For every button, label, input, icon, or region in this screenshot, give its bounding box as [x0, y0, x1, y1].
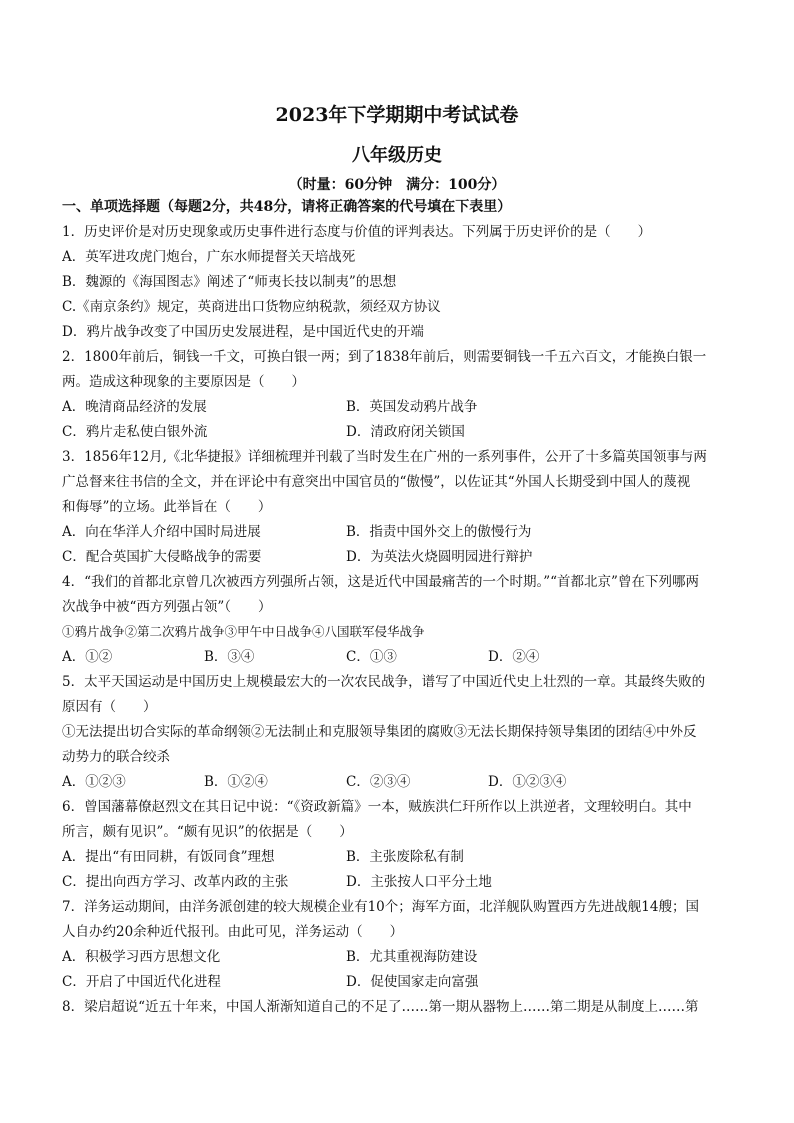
q6-option-d: D．主张按人口平分土地	[346, 874, 492, 890]
q6-stem-line1: 6．曾国藩幕僚赵烈文在其日记中说：“《资政新篇》一本，贼族洪仁玕所作以上洪逆者，文理较明白。其中	[62, 799, 692, 815]
q4-stem-line1: 4．“我们的首都北京曾几次被西方列强所占领，这是近代中国最痛苦的一个时期。”“首都北京”曾在下列哪两	[62, 574, 699, 590]
q6-stem-line2: 所言，颇有见识”。“颇有见识”的依据是（ ）	[62, 824, 353, 840]
q1-option-d: D．鸦片战争改变了中国历史发展进程，是中国近代史的开端	[62, 324, 424, 340]
q7-stem-line1: 7．洋务运动期间，由洋务派创建的较大规模企业有10个；海军方面，北洋舰队购置西方先进战舰14艘；国	[62, 899, 699, 915]
q6-option-a: A．提出“有田同耕，有饭同食”理想	[62, 849, 275, 865]
q2-option-d: D．清政府闭关锁国	[346, 424, 465, 440]
q3-option-b: B．指责中国外交上的傲慢行为	[346, 524, 532, 540]
q3-option-c: C．配合英国扩大侵略战争的需要	[62, 549, 262, 565]
q7-option-b: B．尤其重视海防建设	[346, 949, 478, 965]
q3-options-row2	[62, 547, 734, 567]
q3-option-a: A．向在华洋人介绍中国时局进展	[62, 524, 261, 540]
q7-option-d: D．促使国家走向富强	[346, 974, 479, 990]
q7-options-row1	[62, 947, 734, 967]
q6-options-row1	[62, 847, 734, 867]
section-heading: 一、单项选择题（每题2分，共48分，请将正确答案的代号填在下表里）	[62, 199, 512, 215]
q1-stem: 1．历史评价是对历史现象或历史事件进行态度与价值的评判表达。下列属于历史评价的是（ ）	[62, 224, 652, 240]
q3-options-row1	[62, 522, 734, 542]
q7-options-row2	[62, 972, 734, 992]
q4-items: ①鸦片战争②第二次鸦片战争③甲午中日战争④八国联军侵华战争	[62, 624, 425, 639]
q6-options-row2	[62, 872, 734, 892]
q1-option-a: A．英军进攻虎门炮台，广东水师提督关天培战死	[62, 249, 356, 265]
q2-option-b: B．英国发动鸦片战争	[346, 399, 478, 415]
q8-stem-line1: 8．梁启超说“近五十年来，中国人渐渐知道自己的不足了……第一期从器物上……第二期是从制度上……第	[62, 999, 699, 1015]
q2-options-row2	[62, 422, 734, 442]
q6-option-c: C．提出向西方学习、改革内政的主张	[62, 874, 289, 890]
q5-option-d: D．①②③④	[488, 774, 567, 790]
q1-option-c: C.《南京条约》规定，英商进出口货物应纳税款，须经双方协议	[62, 299, 441, 315]
q2-options-row1	[62, 397, 734, 417]
q5-option-b: B．①②④	[204, 774, 268, 790]
q5-option-c: C．②③④	[346, 774, 411, 790]
q1-option-b: B．魏源的《海国图志》阐述了“师夷长技以制夷”的思想	[62, 274, 397, 290]
q3-stem-line3: 和侮辱”的立场。此举旨在（ ）	[62, 499, 272, 515]
q4-options-row	[62, 647, 734, 667]
q4-option-c: C．①③	[346, 649, 397, 665]
q5-stem-line1: 5．太平天国运动是中国历史上规模最宏大的一次农民战争，谱写了中国近代史上壮烈的一章。其最终失败的	[62, 674, 706, 690]
q7-option-c: C．开启了中国近代化进程	[62, 974, 221, 990]
q3-stem-line2: 广总督来往书信的全文，并在评论中有意突出中国官员的“傲慢”，以佐证其“外国人长期受到中国人的蔑视	[62, 474, 691, 490]
q3-stem-line1: 3．1856年12月,《北华捷报》详细梳理并刊载了当时发生在广州的一系列事件，公开了十多篇英国领事与两	[62, 449, 707, 465]
q3-option-d: D．为英法火烧圆明园进行辩护	[346, 549, 533, 565]
q2-option-c: C．鸦片走私使白银外流	[62, 424, 208, 440]
q4-stem-line2: 次战争中被“西方列强占领”（ ）	[62, 599, 272, 615]
q7-option-a: A．积极学习西方思想文化	[62, 949, 221, 965]
exam-time-info: （时量：60分钟 满分：100分）	[288, 177, 506, 193]
q7-stem-line2: 人自办约20余种近代报刊。由此可见，洋务运动（ ）	[62, 924, 404, 940]
q2-stem-line2: 两。造成这种现象的主要原因是（ ）	[62, 374, 305, 390]
q5-options-row	[62, 772, 734, 792]
q6-option-b: B．主张废除私有制	[346, 849, 464, 865]
exam-subject: 八年级历史	[352, 145, 442, 166]
q2-stem-line1: 2．1800年前后，铜钱一千文，可换白银一两；到了1838年前后，则需要铜钱一千五六百文，才能换白银一	[62, 349, 707, 365]
q5-items-line2: 动势力的联合绞杀	[62, 749, 170, 765]
q5-stem-line2: 原因有（ ）	[62, 699, 157, 715]
exam-title: 2023年下学期期中考试试卷	[275, 104, 519, 126]
q2-option-a: A．晚清商品经济的发展	[62, 399, 207, 415]
q4-option-d: D．②④	[488, 649, 540, 665]
q5-option-a: A．①②③	[62, 774, 126, 790]
q5-items-line1: ①无法提出切合实际的革命纲领②无法制止和克服领导集团的腐败③无法长期保持领导集团的团结④中外反	[62, 724, 697, 740]
q4-option-b: B．③④	[204, 649, 255, 665]
q4-option-a: A．①②	[62, 649, 113, 665]
